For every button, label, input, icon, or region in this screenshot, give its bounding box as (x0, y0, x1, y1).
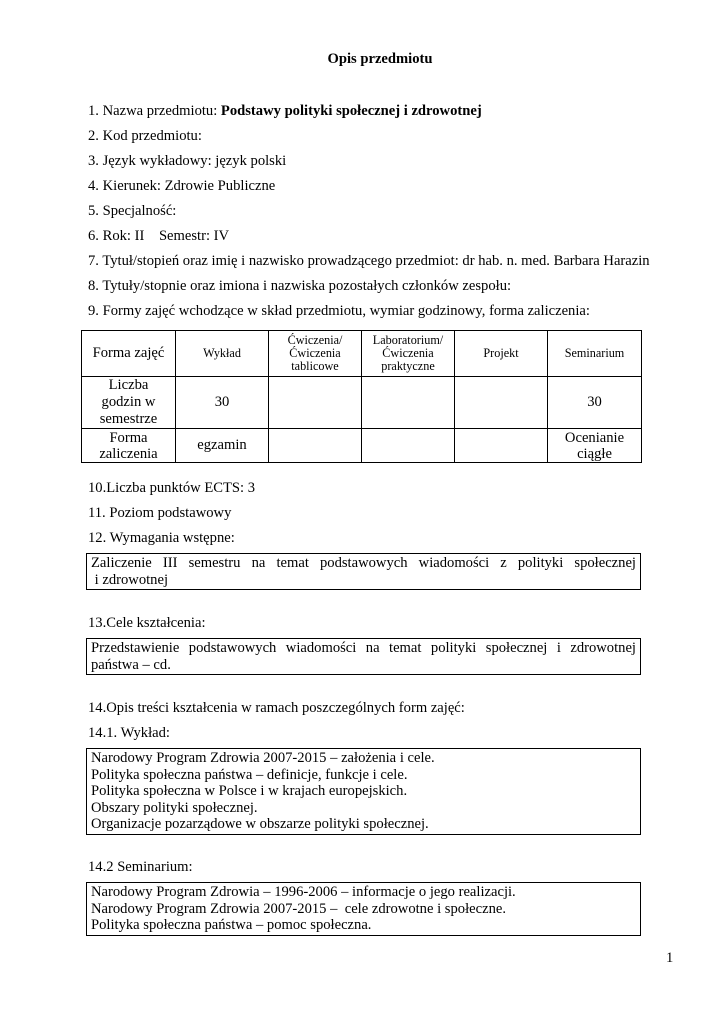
seminar-box (86, 882, 641, 936)
requirements-box (86, 553, 641, 590)
row-hours-label-line-3: semestrze (99, 411, 158, 427)
credit-projekt (455, 429, 548, 463)
header-seminarium: Seminarium (548, 331, 642, 377)
item-content: 14.Opis treści kształcenia w ramach poszczególnych form zajęć: (88, 700, 465, 716)
requirements-line-2: i zdrowotnej (91, 571, 169, 588)
item-goals: 13.Cele kształcenia: (88, 615, 206, 631)
hours-projekt (455, 377, 548, 429)
requirements-line-1: Zaliczenie III semestru na temat podstawowych wiadomości z polityki społecznej (91, 555, 636, 571)
forms-table (81, 330, 642, 463)
header-lab (362, 331, 455, 377)
list-item: Narodowy Program Zdrowia 2007-2015 – cele zdrowotne i społeczne. (91, 900, 506, 917)
lecture-box (86, 748, 641, 835)
item-course-name-label: 1. Nazwa przedmiotu: (88, 103, 221, 119)
credit-wyklad: egzamin (176, 429, 269, 463)
list-item: Polityka społeczna w Polsce i w krajach europejskich. (91, 783, 408, 799)
header-lab-line-3: praktyczne (381, 359, 435, 373)
header-cwiczenia-line-1: Ćwiczenia/ (287, 333, 343, 347)
item-forms: 9. Formy zajęć wchodzące w skład przedmiotu, wymiar godzinowy, forma zaliczenia: (88, 303, 590, 319)
item-level: 11. Poziom podstawowy (88, 505, 232, 521)
header-lab-line-1: Laboratorium/ (372, 333, 444, 347)
credit-cwiczenia (269, 429, 362, 463)
goals-box (86, 638, 641, 675)
item-team: 8. Tytuły/stopnie oraz imiona i nazwiska pozostałych członków zespołu: (88, 278, 512, 294)
list-item: Narodowy Program Zdrowia – 1996-2006 – informacje o jego realizacji. (91, 884, 516, 900)
course-name-value: Podstawy polityki społecznej i zdrowotnej (220, 103, 482, 119)
row-credit-label-line-2: zaliczenia (99, 445, 158, 462)
row-hours-label-line-1: Liczba (108, 377, 149, 393)
list-item: Obszary polityki społecznej. (91, 799, 258, 816)
hours-lab (362, 377, 455, 429)
list-item: Organizacje pozarządowe w obszarze polityki społecznej. (91, 816, 429, 832)
item-lecturer: 7. Tytuł/stopień oraz imię i nazwisko prowadzącego przedmiot: dr hab. n. med. Barbara Harazin (88, 253, 650, 269)
item-course-code: 2. Kod przedmiotu: (88, 128, 202, 144)
page-title: Opis przedmiotu (327, 51, 433, 67)
row-hours-label (82, 377, 176, 429)
list-item: Polityka społeczna państwa – pomoc społeczna. (91, 917, 372, 933)
item-specialty: 5. Specjalność: (88, 203, 177, 219)
item-ects: 10.Liczba punktów ECTS: 3 (88, 480, 255, 496)
table-header-row (82, 331, 642, 377)
header-wyklad: Wykład (176, 331, 269, 377)
item-course-name (88, 102, 482, 120)
credit-seminarium-line-1: Ocenianie (564, 429, 625, 446)
row-credit-label (82, 429, 176, 463)
hours-wyklad: 30 (176, 377, 269, 429)
table-row (82, 377, 642, 429)
table-row (82, 429, 642, 463)
page-number: 1 (666, 950, 674, 966)
item-field: 4. Kierunek: Zdrowie Publiczne (88, 178, 276, 194)
header-cwiczenia-line-2: Ćwiczenia (289, 346, 341, 360)
hours-seminarium: 30 (548, 377, 642, 429)
item-lecture: 14.1. Wykład: (88, 725, 170, 741)
hours-cwiczenia (269, 377, 362, 429)
credit-seminarium-line-2: ciągłe (577, 445, 612, 462)
header-cwiczenia (269, 331, 362, 377)
header-forma: Forma zajęć (82, 331, 176, 377)
item-seminar: 14.2 Seminarium: (88, 859, 193, 875)
row-hours-label-line-2: godzin w (101, 394, 156, 410)
header-projekt: Projekt (455, 331, 548, 377)
item-requirements: 12. Wymagania wstępne: (88, 530, 235, 546)
item-language: 3. Język wykładowy: język polski (88, 153, 287, 169)
item-year-semester: 6. Rok: II Semestr: IV (88, 228, 230, 244)
list-item: Polityka społeczna państwa – definicje, funkcje i cele. (91, 766, 408, 783)
goals-line-1: Przedstawienie podstawowych wiadomości na temat polityki społecznej i zdrowotnej (91, 640, 636, 656)
list-item: Narodowy Program Zdrowia 2007-2015 – założenia i cele. (91, 750, 435, 766)
credit-seminarium (548, 429, 642, 463)
header-cwiczenia-line-3: tablicowe (291, 359, 339, 373)
goals-line-2: państwa – cd. (91, 656, 171, 673)
header-lab-line-2: Ćwiczenia (382, 346, 434, 360)
row-credit-label-line-1: Forma (109, 429, 148, 446)
credit-lab (362, 429, 455, 463)
